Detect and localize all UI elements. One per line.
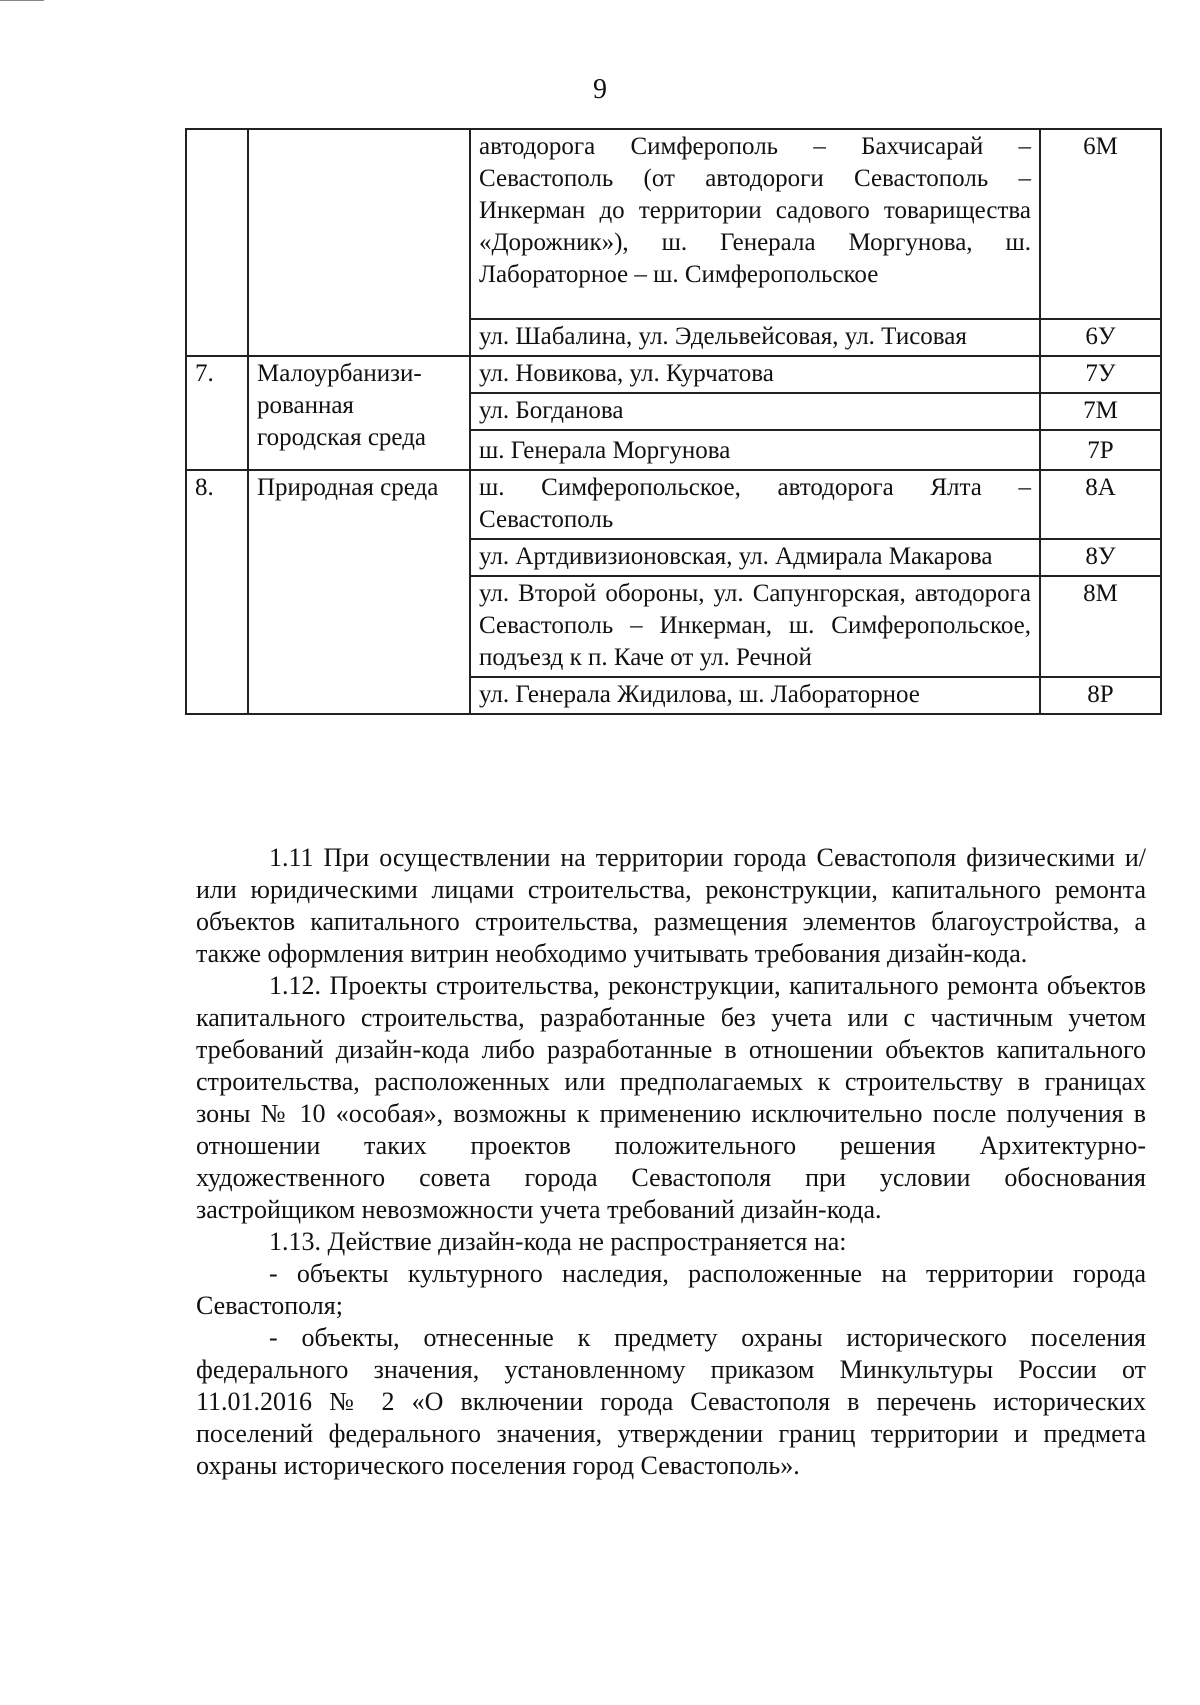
zone-number-cell bbox=[186, 129, 248, 356]
table-row bbox=[186, 129, 1161, 319]
zones-table bbox=[185, 128, 1162, 715]
code-cell: 7М bbox=[1040, 393, 1161, 430]
route-cell: ул. Артдивизионовская, ул. Адмирала Макарова bbox=[470, 539, 1040, 576]
route-cell: ул. Второй обороны, ул. Сапунгорская, автодорога Севастополь – Инкерман, ш. Симферопольское, подъезд к п. Каче от ул. Речной bbox=[470, 576, 1040, 677]
route-cell: ул. Новикова, ул. Курчатова bbox=[470, 356, 1040, 393]
code-cell: 6М bbox=[1040, 129, 1161, 319]
table-row bbox=[186, 356, 1161, 393]
route-cell: ш. Симферопольское, автодорога Ялта – Севастополь bbox=[470, 470, 1040, 539]
zone-name-cell: Малоурбанизи-рованная городская среда bbox=[248, 356, 470, 470]
paragraph-1-12: 1.12. Проекты строительства, реконструкции, капитального ремонта объектов капитального строительства, разработанные без учета или с частичным учетом требований дизайн-кода либо разработанные в отношении объектов капитального строительства, расположенных или предполагаемых к строительству в границах зоны № 10 «особая», возможны к применению исключительно после получения в отношении таких проектов положительного решения Архитектурно-художественного совета города Севастополя при условии обоснования застройщиком невозможности учета требований дизайн-кода. bbox=[196, 971, 1146, 1224]
code-cell: 8Р bbox=[1040, 677, 1161, 714]
zone-name-cell bbox=[248, 129, 470, 356]
page-number: 9 bbox=[593, 74, 607, 105]
zone-number-cell: 8. bbox=[186, 470, 248, 714]
list-item: - объекты, отнесенные к предмету охраны исторического поселения федерального значения, установленному приказом Минкультуры России от 11.01.2016 № 2 «О включении города Севастополя в перечень исторических поселений федерального значения, утверждении границ территории и предмета охраны исторического поселения город Севастополь». bbox=[196, 1323, 1146, 1480]
route-cell: автодорога Симферополь – Бахчисарай – Севастополь (от автодороги Севастополь – Инкерман до территории садового товарищества «Дорожник»), ш. Генерала Моргунова, ш. Лабораторное – ш. Симферопольское bbox=[470, 129, 1040, 319]
zone-name-cell: Природная среда bbox=[248, 470, 470, 714]
code-cell: 8А bbox=[1040, 470, 1161, 539]
code-cell: 6У bbox=[1040, 319, 1161, 356]
table-row bbox=[186, 470, 1161, 539]
route-cell: ш. Генерала Моргунова bbox=[470, 430, 1040, 470]
route-cell: ул. Шабалина, ул. Эдельвейсовая, ул. Тисовая bbox=[470, 319, 1040, 356]
zone-number-cell: 7. bbox=[186, 356, 248, 470]
scan-corner-mark bbox=[0, 0, 44, 1]
route-cell: ул. Богданова bbox=[470, 393, 1040, 430]
body-text bbox=[196, 842, 1146, 1482]
paragraph-1-11: 1.11 При осуществлении на территории города Севастополя физическими и/или юридическими лицами строительства, реконструкции, капитального ремонта объектов капитального строительства, размещения элементов благоустройства, а также оформления витрин необходимо учитывать требования дизайн-кода. bbox=[196, 843, 1146, 968]
code-cell: 8М bbox=[1040, 576, 1161, 677]
code-cell: 8У bbox=[1040, 539, 1161, 576]
paragraph-1-13: 1.13. Действие дизайн-кода не распространяется на: bbox=[269, 1227, 847, 1256]
code-cell: 7У bbox=[1040, 356, 1161, 393]
route-cell: ул. Генерала Жидилова, ш. Лабораторное bbox=[470, 677, 1040, 714]
code-cell: 7Р bbox=[1040, 430, 1161, 470]
list-item: - объекты культурного наследия, расположенные на территории города Севастополя; bbox=[196, 1259, 1146, 1320]
